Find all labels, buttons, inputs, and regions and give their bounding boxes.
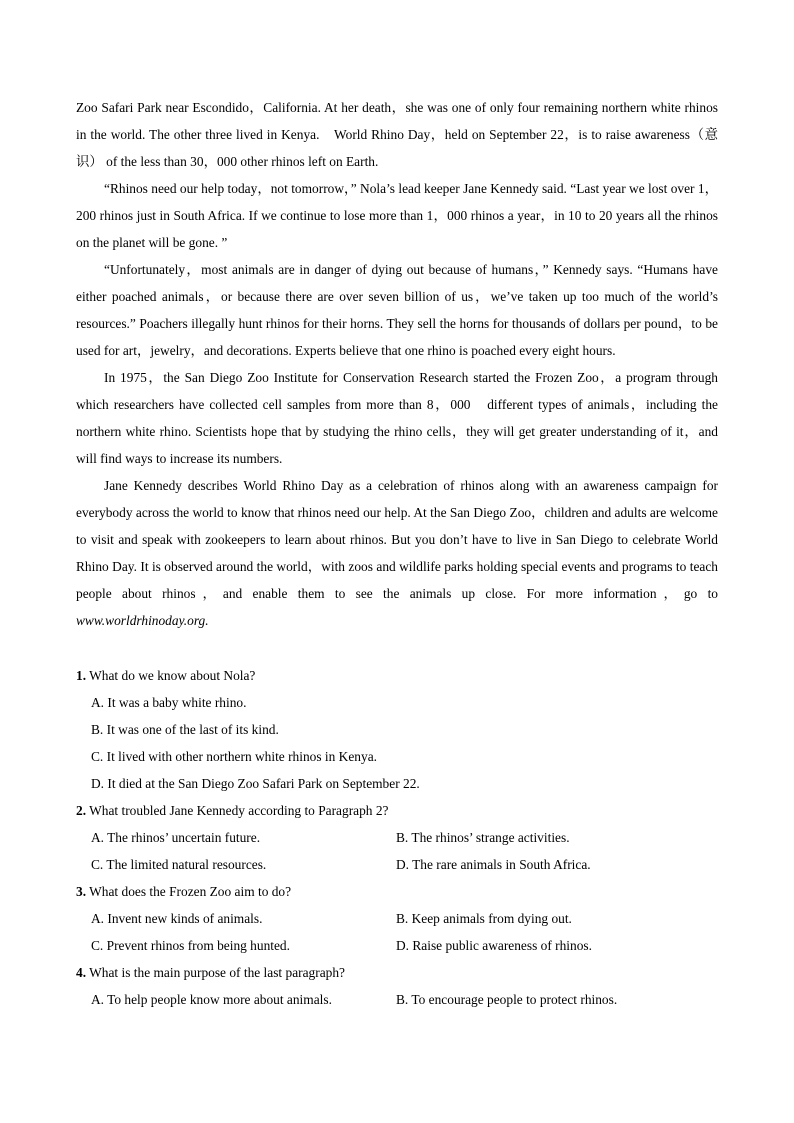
question-4 (76, 959, 718, 1013)
question-number: 2. (76, 803, 87, 818)
question-3 (76, 878, 718, 959)
question-text: What is the main purpose of the last paragraph? (89, 965, 345, 980)
option-c[interactable]: C. It lived with other northern white rhinos in Kenya. (91, 749, 377, 764)
question-stem (76, 959, 718, 986)
option-row (76, 932, 718, 959)
option-b[interactable]: B. The rhinos’ strange activities. (396, 830, 570, 845)
option-row (76, 824, 718, 851)
question-number: 3. (76, 884, 87, 899)
question-2 (76, 797, 718, 878)
option-row (76, 905, 718, 932)
question-1 (76, 662, 718, 797)
option-b[interactable]: B. It was one of the last of its kind. (91, 722, 279, 737)
option-c[interactable]: C. The limited natural resources. (91, 857, 267, 872)
website-link[interactable]: www.worldrhinoday.org. (76, 613, 209, 628)
option-row (76, 851, 718, 878)
option-d[interactable]: D. Raise public awareness of rhinos. (396, 938, 592, 953)
option-b[interactable]: B. Keep animals from dying out. (396, 911, 572, 926)
option-d[interactable]: D. The rare animals in South Africa. (396, 857, 591, 872)
question-stem (76, 662, 718, 689)
question-text: What do we know about Nola? (89, 668, 256, 683)
question-stem (76, 878, 718, 905)
option-d[interactable]: D. It died at the San Diego Zoo Safari Park on September 22. (91, 776, 420, 791)
paragraph-1: Zoo Safari Park near Escondido，California. At her death，she was one of only four remaining northern white rhinos in the world. The other three lived in Kenya. World Rhino Day，held on September 22，is to raise awareness（意识） of the less than 30，000 other rhinos left on Earth. (76, 100, 718, 169)
paragraph-5-text: Jane Kennedy describes World Rhino Day as a celebration of rhinos along with an awareness campaign for everybody across the world to know that rhinos need our help. At the San Diego Zoo，children and adults are welcome to visit and speak with zookeepers to learn about rhinos. But you don’t have to live in San Diego to celebrate World Rhino Day. It is observed around the world，with zoos and wildlife parks holding special events and programs to teach people about rhinos，and enable them to see the animals up close. For more information，go to (76, 478, 718, 601)
option-a[interactable]: A. To help people know more about animals. (91, 992, 332, 1007)
reading-passage (76, 94, 718, 634)
question-text: What does the Frozen Zoo aim to do? (89, 884, 292, 899)
paragraph-4: In 1975，the San Diego Zoo Institute for Conservation Research started the Frozen Zoo，a program through which researchers have collected cell samples from more than 8，000 different types of animals，including the northern white rhino. Scientists hope that by studying the rhino cells，they will get greater understanding of it，and will find ways to increase its numbers. (76, 370, 718, 466)
question-stem (76, 797, 718, 824)
option-row (76, 986, 718, 1013)
option-a[interactable]: A. It was a baby white rhino. (91, 695, 247, 710)
option-a[interactable]: A. The rhinos’ uncertain future. (91, 830, 261, 845)
paragraph-5 (76, 472, 718, 634)
question-number: 1. (76, 668, 87, 683)
option-a[interactable]: A. Invent new kinds of animals. (91, 911, 263, 926)
question-list (76, 662, 718, 1013)
paragraph-2: “Rhinos need our help today，not tomorrow，” Nola’s lead keeper Jane Kennedy said. “Last year we lost over 1，200 rhinos just in South Africa. If we continue to lose more than 1，000 rhinos a year，in 10 to 20 years all the rhinos on the planet will be gone. ” (76, 181, 718, 250)
question-number: 4. (76, 965, 87, 980)
paragraph-3: “Unfortunately，most animals are in danger of dying out because of humans，” Kennedy says. “Humans have either poached animals，or because there are over seven billion of us，we’ve taken up too much of the world’s resources.” Poachers illegally hunt rhinos for their horns. They sell the horns for thousands of dollars per pound，to be used for art，jewelry，and decorations. Experts believe that one rhino is poached every eight hours. (76, 262, 718, 358)
question-text: What troubled Jane Kennedy according to Paragraph 2? (89, 803, 389, 818)
option-c[interactable]: C. Prevent rhinos from being hunted. (91, 938, 290, 953)
option-b[interactable]: B. To encourage people to protect rhinos. (396, 992, 618, 1007)
